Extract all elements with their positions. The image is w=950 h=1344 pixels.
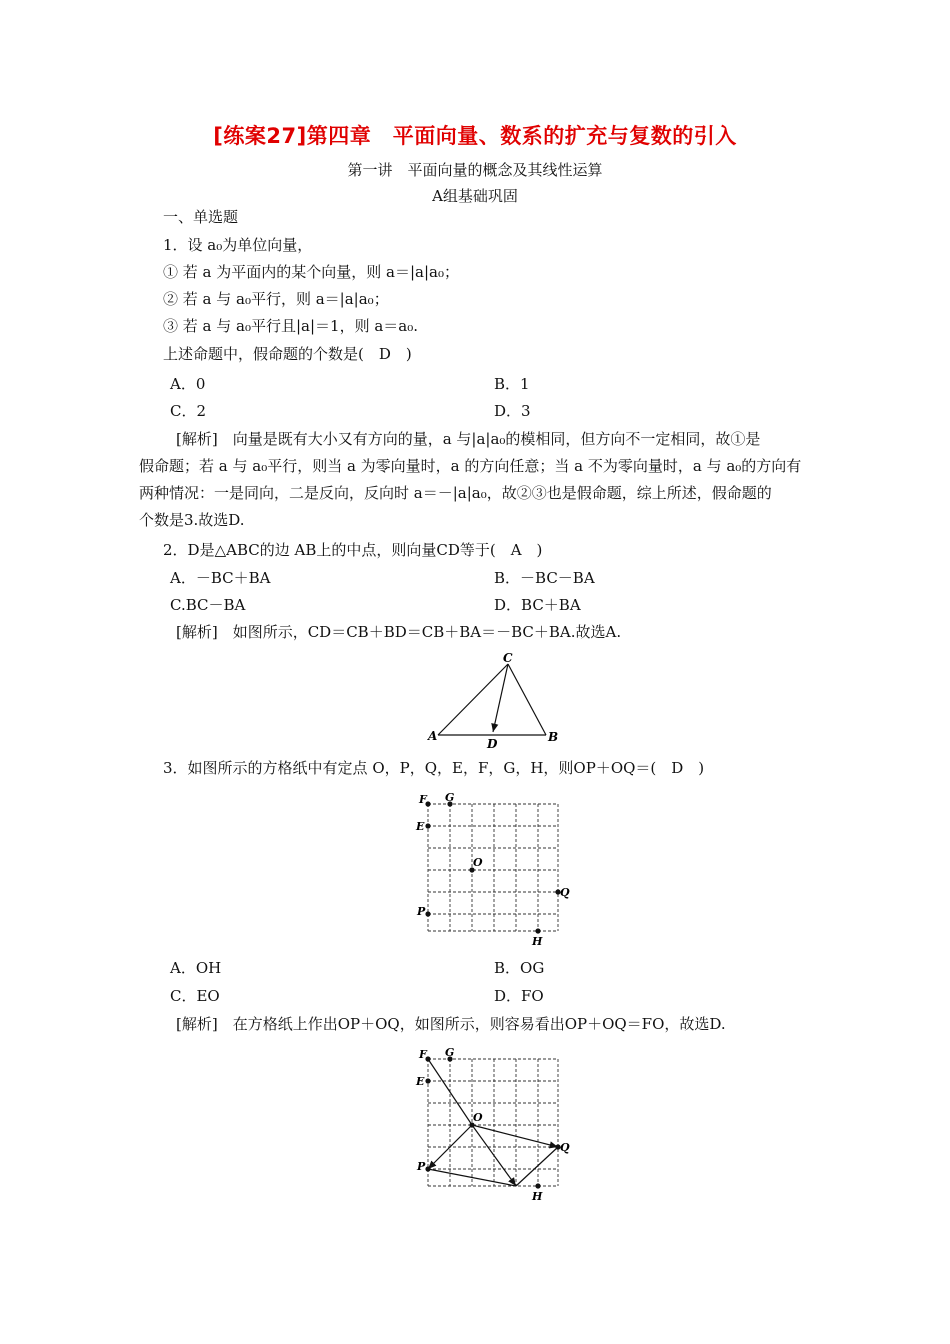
point-e: [425, 1078, 430, 1083]
q1-proposition-2: ② 若 a 与 a₀平行，则 a＝|a|a₀；: [163, 290, 389, 308]
point-label-b: B: [548, 730, 559, 744]
page-title: [练案27]第四章 平面向量、数系的扩充与复数的引入: [213, 124, 737, 148]
q1-analysis-line: 个数是3.故选D.: [139, 511, 245, 529]
point-label-p: P: [417, 1160, 426, 1173]
q1-option-b: B．1: [494, 375, 530, 393]
triangle-figure: [420, 650, 570, 750]
q2-option-d: D．BC＋BA: [494, 596, 581, 614]
point-h: [535, 1183, 540, 1188]
grid-lines: [428, 1059, 558, 1186]
q1-option-d: D．3: [494, 402, 531, 420]
q3-stem: 3．如图所示的方格纸中有定点 O，P，Q，E，F，G，H，则OP＋OQ＝( D ): [163, 759, 705, 777]
vector-cd: [493, 664, 508, 732]
point-label-h: H: [532, 1190, 543, 1203]
q1-option-a: A．0: [170, 375, 206, 393]
q1-option-c: C．2: [170, 402, 207, 420]
q1-analysis-line: 假命题；若 a 与 a₀平行，则当 a 为零向量时，a 的方向任意；当 a 不为零向量时，a 与 a₀的方向有: [139, 457, 802, 475]
point-label-c: C: [503, 651, 513, 665]
section-heading: 一、单选题: [163, 208, 239, 226]
point-label-g: G: [445, 791, 455, 804]
point-label-o: O: [473, 1111, 483, 1124]
point-label-g: G: [445, 1046, 455, 1059]
point-label-o: O: [473, 856, 483, 869]
segment-ac: [438, 664, 508, 735]
point-label-a: A: [428, 729, 438, 743]
q3-option-b: B．OG: [494, 959, 545, 977]
q1-proposition-3: ③ 若 a 与 a₀平行且|a|＝1，则 a＝a₀.: [163, 317, 419, 335]
grid-figure: [410, 788, 580, 948]
point-label-q: Q: [560, 1141, 570, 1154]
q3-option-a: A．OH: [170, 959, 222, 977]
q2-analysis: [解析] 如图所示，CD＝CB＋BD＝CB＋BA＝－BC＋BA.故选A.: [176, 623, 622, 641]
point-label-d: D: [487, 737, 498, 750]
point-label-q: Q: [560, 886, 570, 899]
grid-solution-figure: [410, 1043, 580, 1203]
q2-option-c: C.BC－BA: [170, 596, 246, 614]
point-p: [425, 911, 430, 916]
point-label-f: F: [419, 793, 427, 806]
point-label-e: E: [416, 820, 425, 833]
q3-option-d: D．FO: [494, 987, 544, 1005]
q1-analysis-line: [解析] 向量是既有大小又有方向的量，a 与|a|a₀的模相同，但方向不一定相同，故①是: [176, 430, 761, 448]
point-h: [535, 928, 540, 933]
q2-option-a: A．－BC＋BA: [170, 569, 271, 587]
segment-bc: [508, 664, 546, 735]
point-label-p: P: [417, 905, 426, 918]
point-label-h: H: [532, 935, 543, 948]
point-p: [425, 1166, 430, 1171]
grid-lines: [428, 804, 558, 931]
q1-proposition-1: ① 若 a 为平面内的某个向量，则 a＝|a|a₀；: [163, 263, 459, 281]
q1-analysis-line: 两种情况：一是同向，二是反向，反向时 a＝－|a|a₀，故②③也是假命题，综上所述，假命题的: [139, 484, 772, 502]
lesson-subtitle: 第一讲 平面向量的概念及其线性运算: [347, 161, 603, 179]
q3-option-c: C．EO: [170, 987, 220, 1005]
q2-stem: 2．D是△ABC的边 AB上的中点，则向量CD等于( A ): [163, 541, 543, 559]
q1-question: 上述命题中，假命题的个数是( D ): [163, 345, 412, 363]
q3-analysis: [解析] 在方格纸上作出OP＋OQ，如图所示，则容易看出OP＋OQ＝FO，故选D.: [176, 1015, 726, 1033]
segment-q-sum: [516, 1147, 558, 1186]
q1-stem: 1．设 a₀为单位向量，: [163, 236, 313, 254]
group-heading: A组基础巩固: [432, 187, 518, 205]
point-label-e: E: [416, 1075, 425, 1088]
point-label-f: F: [419, 1048, 427, 1061]
q2-option-b: B．－BC－BA: [494, 569, 595, 587]
point-e: [425, 823, 430, 828]
